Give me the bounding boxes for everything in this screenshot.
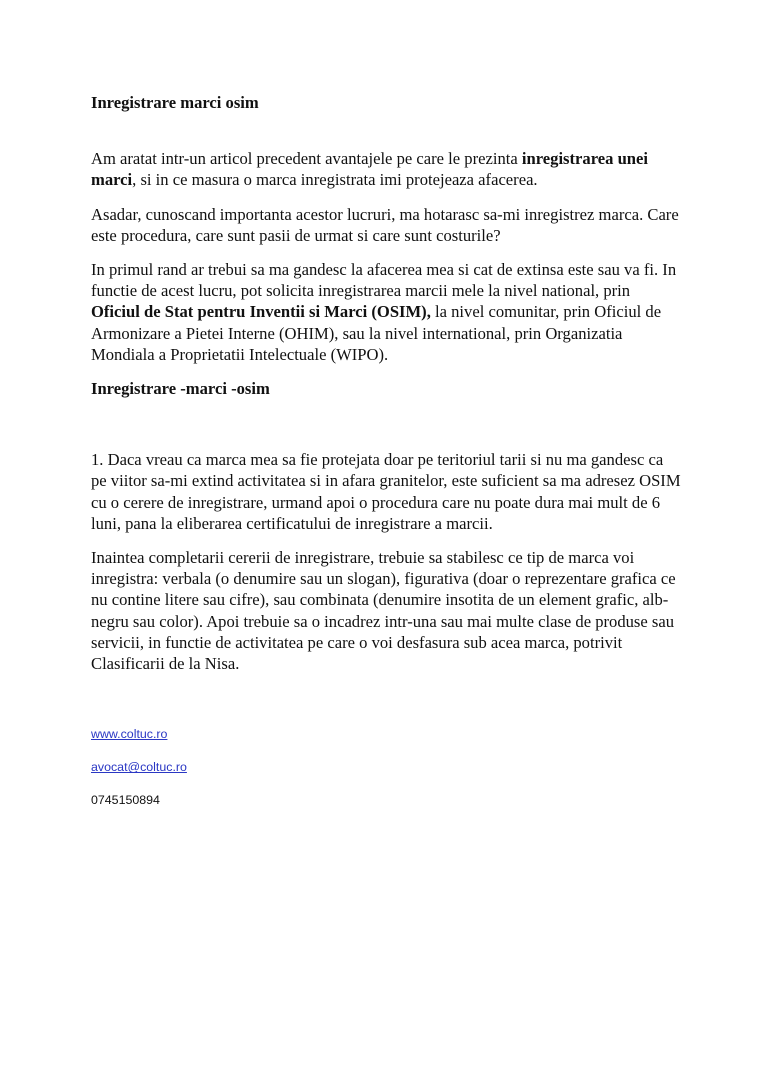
paragraph-question: Asadar, cunoscand importanta acestor lucruri, ma hotarasc sa-mi inregistrez marca. Care este procedura, care sunt pasii de urmat si care sunt costurile? <box>91 204 679 245</box>
paragraph-levels-text-start: In primul rand ar trebui sa ma gandesc la afacerea mea si cat de extinsa este sau va fi. In functie de acest lucru, pot solicita inregistrarea marcii mele la nivel national, prin <box>91 260 677 301</box>
contact-phone: 0745150894 <box>91 793 160 808</box>
section-subtitle: Inregistrare -marci -osim <box>91 379 270 399</box>
website-link[interactable]: www.coltuc.ro <box>91 727 168 742</box>
paragraph-mark-types: Inaintea completarii cererii de inregistrare, trebuie sa stabilesc ce tip de marca voi inregistra: verbala (o denumire sau un slogan), figurativa (doar o reprezentare grafica ce nu contine litere sau cifre), sau combinata (denumire insotita de un element grafic, alb-negru sau color). Apoi trebuie sa o incadrez intr-una sau mai multe clase de produse sau servicii, in functie de activitatea pe care o voi desfasura sub acea marca, potrivit Clasificarii de la Nisa. <box>91 548 676 674</box>
paragraph-levels-bold: Oficiul de Stat pentru Inventii si Marci (OSIM), <box>91 302 431 322</box>
paragraph-levels-text-end: la nivel comunitar, prin Oficiul de Armonizare a Pietei Interne (OHIM), sau la nivel international, prin Organizatia Mondiala a Proprietatii Intelectuale (WIPO). <box>91 302 662 364</box>
document-body <box>91 92 681 825</box>
paragraph-intro-text-start: Am aratat intr-un articol precedent avantajele pe care le prezinta <box>91 149 522 169</box>
paragraph-levels <box>91 259 681 365</box>
contact-email-line <box>91 759 681 775</box>
paragraph-intro <box>91 148 681 190</box>
paragraph-intro-bold: inregistrarea unei marci <box>91 149 649 190</box>
contact-block <box>91 726 681 808</box>
contact-website-line <box>91 726 681 742</box>
paragraph-intro-text-end: , si in ce masura o marca inregistrata imi protejeaza afacerea. <box>132 170 538 190</box>
document-title: Inregistrare marci osim <box>91 93 259 112</box>
paragraph-step-one: 1. Daca vreau ca marca mea sa fie protejata doar pe teritoriul tarii si nu ma gandesc ca pe viitor sa-mi extind activitatea si in afara granitelor, este suficient sa ma adresez OSIM cu o cerere de inregistrare, urmand apoi o procedura care nu poate dura mai mult de 6 luni, pana la eliberarea certificatului de inregistrare a marcii. <box>91 450 681 533</box>
email-link[interactable]: avocat@coltuc.ro <box>91 760 187 775</box>
